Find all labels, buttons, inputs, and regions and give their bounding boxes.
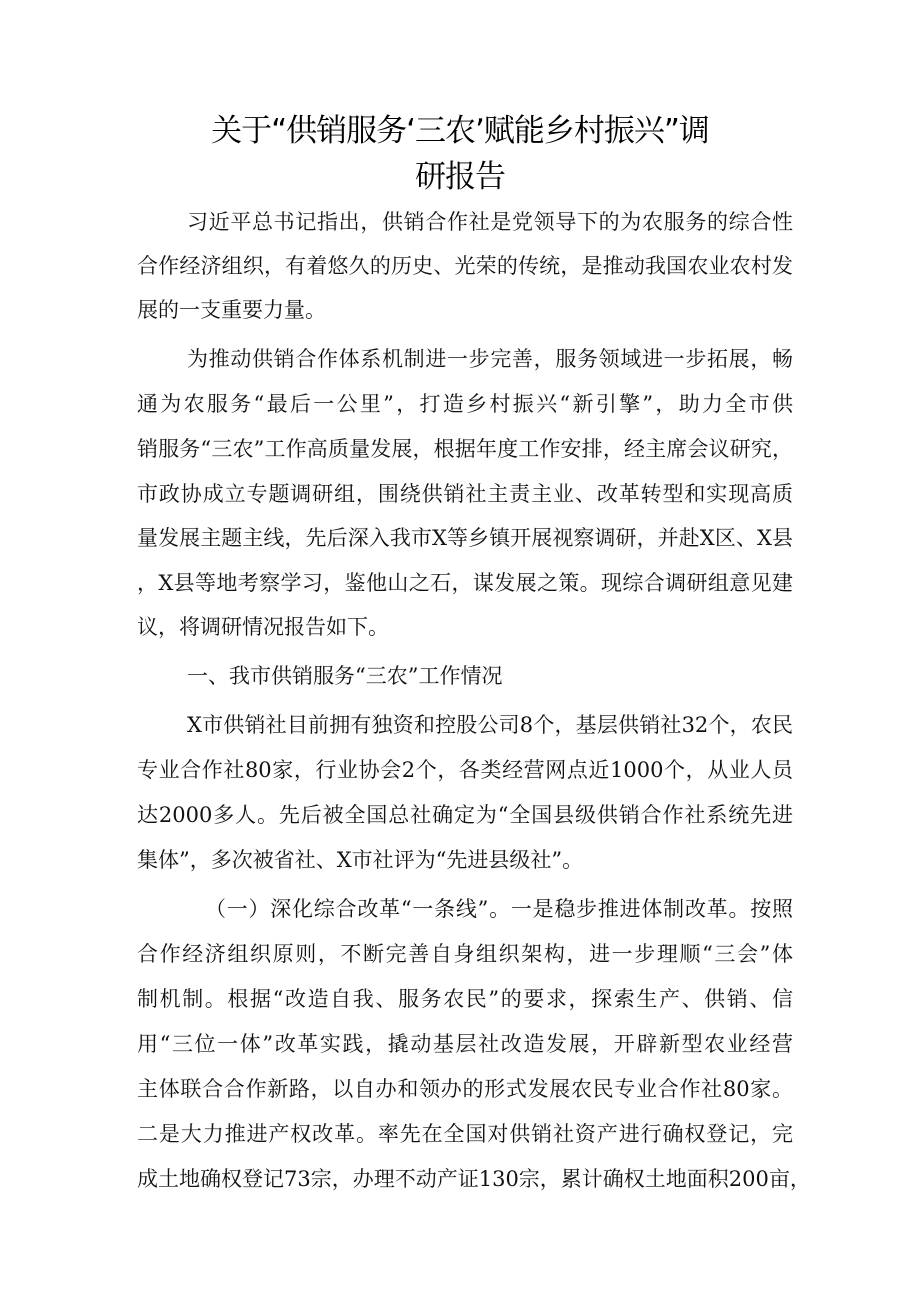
paragraph-line: 量发展主题主线，先后深入我市X等乡镇开展视察调研，并赴X区、X县 [137, 526, 793, 550]
paragraph-line: 主体联合合作新路，以自办和领办的形式发展农民专业合作社80家。 [137, 1077, 793, 1101]
paragraph-line: 合作经济组织原则，不断完善自身组织架构，进一步理顺“三会”体 [137, 942, 793, 966]
title-line-1: 关于“供销服务‘三农’赋能乡村振兴”调 [211, 113, 709, 149]
paragraph-line: 用“三位一体”改革实践，撬动基层社改造发展，开辟新型农业经营 [137, 1032, 793, 1056]
paragraph-line: 集体”，多次被省社、X市社评为“先进县级社”。 [137, 848, 584, 872]
paragraph-line: 成土地确权登记73宗，办理不动产证130宗，累计确权土地面积200亩， [137, 1167, 811, 1191]
paragraph-line: 二是大力推进产权改革。率先在全国对供销社资产进行确权登记，完 [137, 1122, 793, 1146]
paragraph-line: 通为农服务“最后一公里”，打造乡村振兴“新引擎”，助力全市供 [137, 392, 793, 416]
paragraph-line: 合作经济组织，有着悠久的历史、光荣的传统，是推动我国农业农村发 [137, 254, 793, 278]
paragraph-line: 市政协成立专题调研组，围绕供销社主责主业、改革转型和实现高质 [137, 482, 793, 506]
paragraph-line: 为推动供销合作体系机制进一步完善，服务领域进一步拓展，畅 [187, 347, 793, 371]
title-line-2: 研报告 [415, 159, 505, 195]
paragraph-line: 展的一支重要力量。 [137, 298, 326, 322]
paragraph-line: （一）深化综合改革“一条线”。一是稳步推进体制改革。按照 [205, 897, 793, 921]
section-heading: 一、我市供销服务“三农”工作情况 [187, 664, 503, 688]
paragraph-line: ，X县等地考察学习，鉴他山之石，谋发展之策。现综合调研组意见建 [137, 571, 793, 595]
paragraph-line: 销服务“三农”工作高质量发展，根据年度工作安排，经主席会议研究， [137, 437, 793, 461]
paragraph-line: 议，将调研情况报告如下。 [137, 615, 389, 639]
paragraph-line: 达2000多人。先后被全国总社确定为“全国县级供销合作社系统先进 [137, 803, 793, 827]
paragraph-line: 专业合作社80家，行业协会2个，各类经营网点近1000个，从业人员 [137, 758, 793, 782]
paragraph-line: 制机制。根据“改造自我、服务农民”的要求，探索生产、供销、信 [137, 987, 793, 1011]
paragraph-line: 习近平总书记指出，供销合作社是党领导下的为农服务的综合性 [187, 210, 793, 234]
paragraph-line: X市供销社目前拥有独资和控股公司8个，基层供销社32个，农民 [187, 713, 793, 737]
document-title [120, 108, 800, 200]
